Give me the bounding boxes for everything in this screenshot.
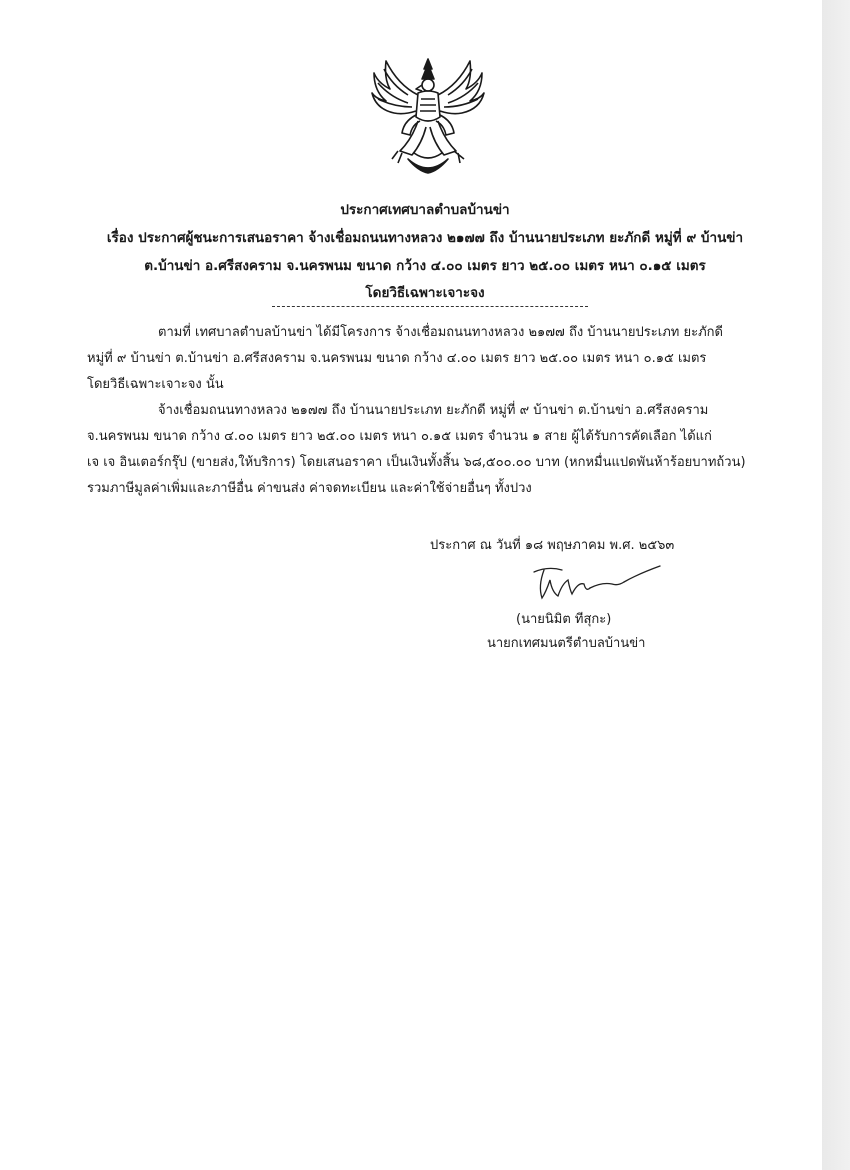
- handwritten-signature-icon: [528, 562, 668, 610]
- paragraph-1-line: โดยวิธีเฉพาะเจาะจง นั้น: [87, 377, 224, 392]
- subject-line-3: โดยวิธีเฉพาะเจาะจง: [365, 285, 485, 301]
- signer-name: (นายนิมิต ทีสุกะ): [516, 612, 612, 627]
- paragraph-1-line: หมู่ที่ ๙ บ้านข่า ต.บ้านข่า อ.ศรีสงคราม จ.นครพนม ขนาด กว้าง ๔.๐๐ เมตร ยาว ๒๕.๐๐ เมตร หนา ๐.๑๕ เมตร: [87, 351, 707, 366]
- divider: [272, 306, 588, 307]
- paragraph-2-line: รวมภาษีมูลค่าเพิ่มและภาษีอื่น ค่าขนส่ง ค่าจดทะเบียน และค่าใช้จ่ายอื่นๆ ทั้งปวง: [87, 481, 532, 496]
- subject-line-1: เรื่อง ประกาศผู้ชนะการเสนอราคา จ้างเชื่อมถนนทางหลวง ๒๑๗๗ ถึง บ้านนายประเภท ยะภักดี หมู่ที่ ๙ บ้านข่า: [106, 230, 744, 246]
- garuda-emblem-icon: [368, 55, 488, 180]
- announcement-date: ประกาศ ณ วันที่ ๑๘ พฤษภาคม พ.ศ. ๒๕๖๓: [430, 538, 675, 553]
- document-title: ประกาศเทศบาลตำบลบ้านข่า: [340, 202, 510, 218]
- signer-title: นายกเทศมนตรีตำบลบ้านข่า: [487, 636, 646, 651]
- scan-margin: [822, 0, 850, 1170]
- subject-line-2: ต.บ้านข่า อ.ศรีสงคราม จ.นครพนม ขนาด กว้าง ๔.๐๐ เมตร ยาว ๒๕.๐๐ เมตร หนา ๐.๑๕ เมตร: [144, 258, 706, 274]
- paragraph-2-line: เจ เจ อินเตอร์กรุ๊ป (ขายส่ง,ให้บริการ) โดยเสนอราคา เป็นเงินทั้งสิ้น ๖๘,๕๐๐.๐๐ บาท (หกหมื่นแปดพันห้าร้อยบาทถ้วน): [87, 455, 746, 470]
- paragraph-2-line: จ.นครพนม ขนาด กว้าง ๔.๐๐ เมตร ยาว ๒๕.๐๐ เมตร หนา ๐.๑๕ เมตร จำนวน ๑ สาย ผู้ได้รับการคัดเลือก ได้แก่: [87, 429, 712, 444]
- paragraph-1-line: ตามที่ เทศบาลตำบลบ้านข่า ได้มีโครงการ จ้างเชื่อมถนนทางหลวง ๒๑๗๗ ถึง บ้านนายประเภท ยะภักดี: [158, 325, 723, 340]
- paragraph-2-line: จ้างเชื่อมถนนทางหลวง ๒๑๗๗ ถึง บ้านนายประเภท ยะภักดี หมู่ที่ ๙ บ้านข่า ต.บ้านข่า อ.ศรีสงคราม: [158, 403, 709, 418]
